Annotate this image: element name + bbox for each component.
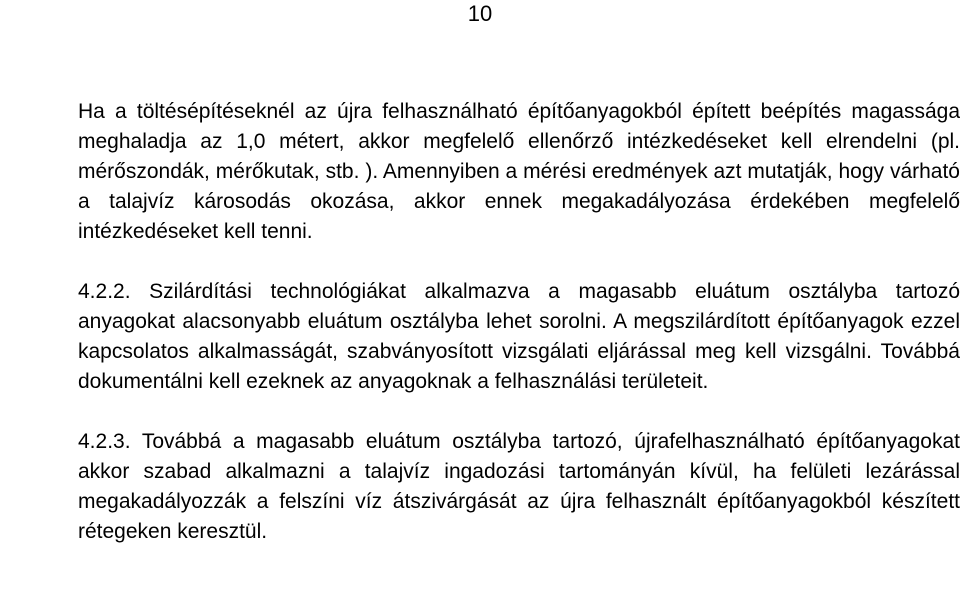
paragraph-text: Ha a töltésépítéseknél az újra felhasználható építőanyagokból épített beépítés magassága meghaladja az 1,0 métert, akkor megfelelő ellenőrző intézkedéseket kell elrendelni (pl. mérőszondák, mérőkutak, stb. ). Amennyiben a mérési eredmények azt mutatják, hogy várható a talajvíz károsodás okozása, akkor ennek megakadályozása érdekében megfelelő intézkedéseket kell tenni.: [78, 100, 960, 243]
page-number: 10: [467, 1, 493, 26]
section-number: 4.2.3.: [78, 430, 131, 453]
paragraph-intro: [78, 97, 960, 247]
paragraph-text: Továbbá a magasabb eluátum osztályba tartozó, újrafelhasználható építőanyagokat akkor szabad alkalmazni a talajvíz ingadozási tartományán kívül, ha felületi lezárással megakadályozzák a felszíni víz átszivárgását az újra felhasznált építőanyagokból készített rétegeken keresztül.: [78, 430, 960, 543]
paragraph-4-2-2: [78, 277, 960, 397]
section-number: 4.2.2.: [78, 280, 131, 303]
paragraph-text: Szilárdítási technológiákat alkalmazva a magasabb eluátum osztályba tartozó anyagokat alacsonyabb eluátum osztályba lehet sorolni. A megszilárdított építőanyagok ezzel kapcsolatos alkalmasságát, szabványosított vizsgálati eljárással meg kell vizsgálni. Továbbá dokumentálni kell ezeknek az anyagoknak a felhasználási területeit.: [78, 280, 960, 393]
paragraph-4-2-3: [78, 427, 960, 547]
document-body: [78, 97, 960, 547]
